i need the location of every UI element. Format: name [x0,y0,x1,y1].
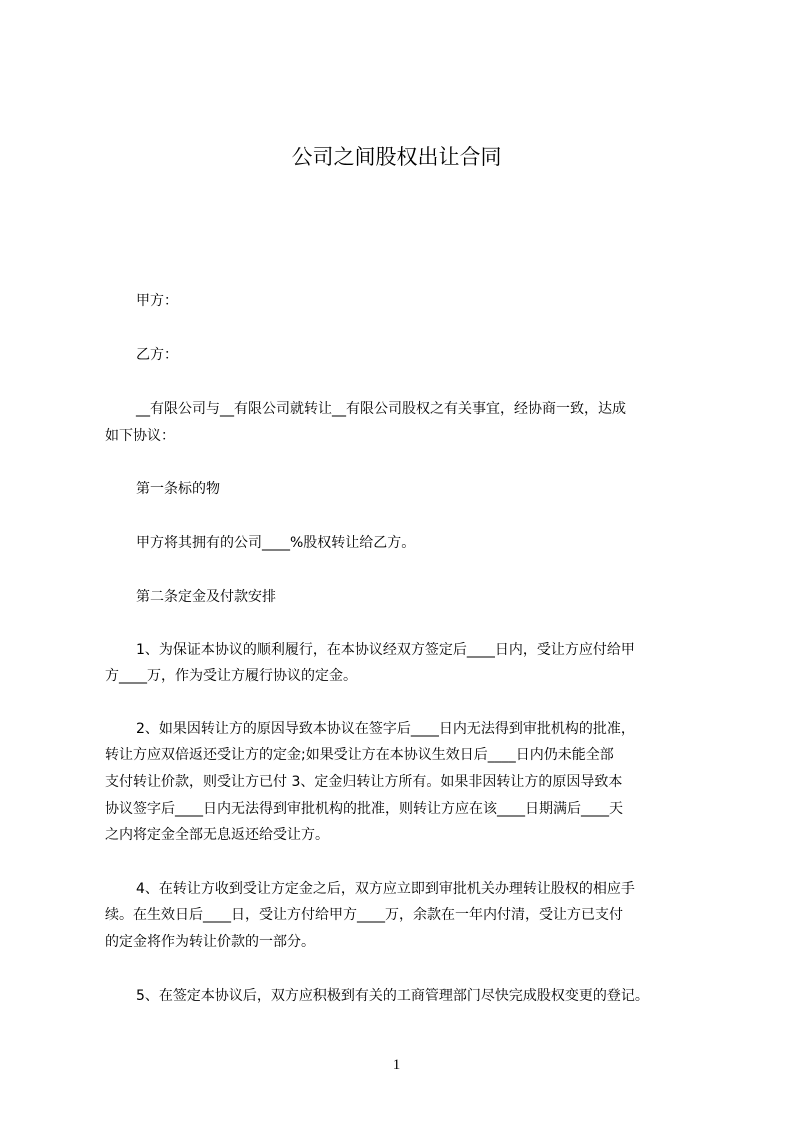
clause-4-line: 4、在转让方收到受让方定金之后，双方应立即到审批机关办理转让股权的相应手 [136,881,635,897]
clause-5-line: 5、在签定本协议后，双方应积极到有关的工商管理部门尽快完成股权变更的登记。 [136,988,649,1004]
clause-1-line: 1、为保证本协议的顺利履行，在本协议经双方签定后____日内，受让方应付给甲 [136,642,635,658]
page-number: 1 [392,1057,401,1073]
clause-2-line: 转让方应双倍返还受让方的定金;如果受让方在本协议生效日后____日内仍未能全部 [105,747,614,763]
clause-4-line: 续。在生效日后____日，受让方付给甲方____万，余款在一年内付清，受让方已支付 [105,907,623,923]
clause-2-line: 支付转让价款，则受让方已付 3、定金归转让方所有。如果非因转让方的原因导致本 [105,774,623,790]
article-2-heading: 第二条定金及付款安排 [136,589,276,605]
preamble-line: __有限公司与__有限公司就转让__有限公司股权之有关事宜，经协商一致，达成 [136,401,626,417]
clause-4-line: 的定金将作为转让价款的一部分。 [105,934,315,950]
clause-2-line: 之内将定金全部无息返还给受让方。 [105,827,329,843]
party-b-label: 乙方： [136,347,178,363]
article-1-heading: 第一条标的物 [136,481,220,497]
clause-2-line: 协议签字后____日内无法得到审批机构的批准，则转让方应在该____日期满后____天 [105,801,623,817]
clause-1-line: 方____万，作为受让方履行协议的定金。 [105,668,357,684]
document-title: 公司之间股权出让合同 [291,145,502,169]
clause-2-line: 2、如果因转让方的原因导致本协议在签字后____日内无法得到审批机构的批准， [136,721,635,737]
article-1-body: 甲方将其拥有的公司____%股权转让给乙方。 [136,535,416,551]
preamble-line: 如下协议： [105,428,175,444]
party-a-label: 甲方： [136,293,178,309]
